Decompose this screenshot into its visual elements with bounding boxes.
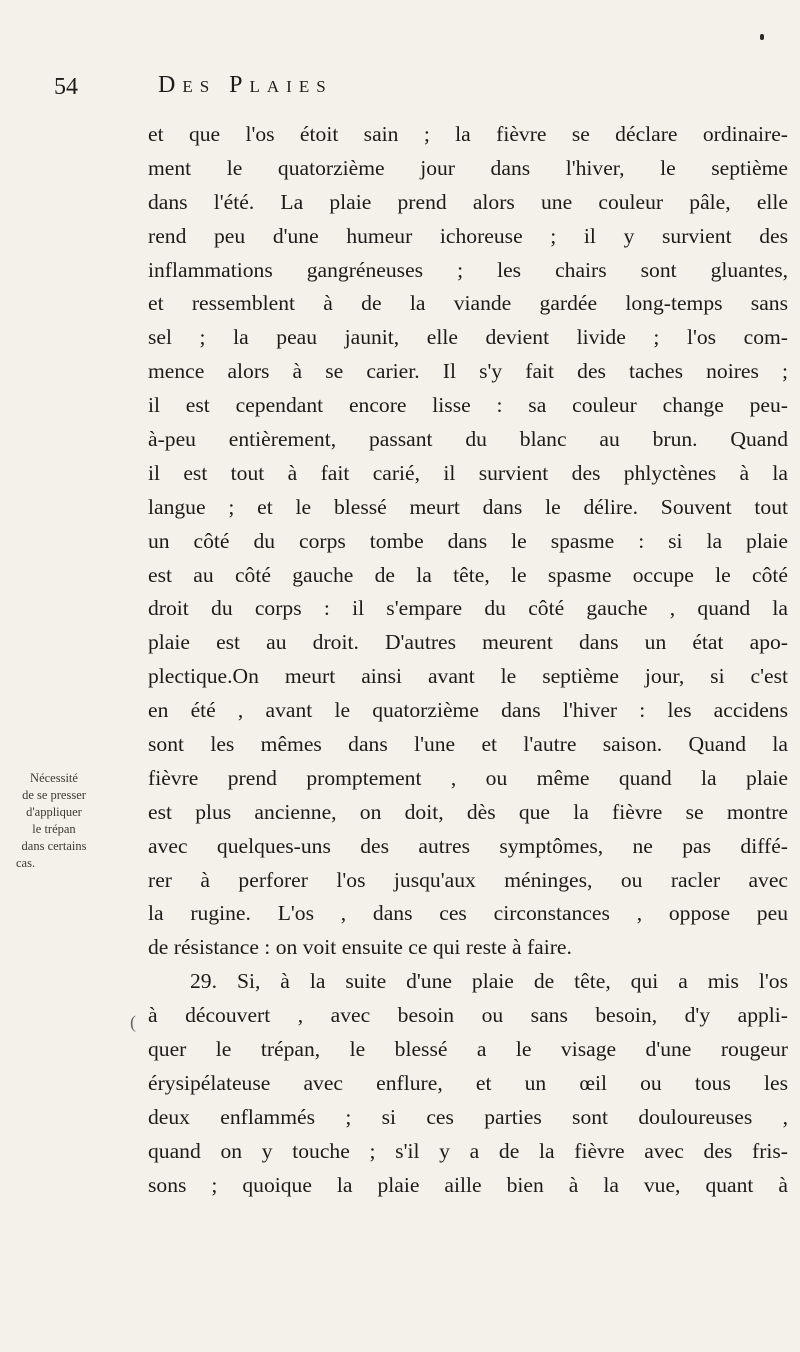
text-line: sel ; la peau jaunit, elle devient livide ; l'os com-	[148, 325, 788, 350]
text-line: un côté du corps tombe dans le spasme : si la plaie	[148, 528, 788, 553]
text-line: droit du corps : il s'empare du côté gauche , quand la	[148, 596, 788, 621]
text-line: quer le trépan, le blessé a le visage d'une rougeur	[148, 1037, 788, 1062]
running-title: Des Plaies	[158, 72, 333, 98]
text-line: plaie est au droit. D'autres meurent dans un état apo-	[148, 630, 788, 655]
ink-speck	[760, 34, 764, 40]
text-line: 29. Si, à la suite d'une plaie de tête, qui a mis l'os	[190, 969, 788, 994]
text-line: est au côté gauche de la tête, le spasme occupe le côté	[148, 562, 788, 587]
margin-note-line: le trépan	[32, 822, 76, 836]
text-line: fièvre prend promptement , ou même quand la plaie	[148, 765, 788, 790]
text-line: à découvert , avec besoin ou sans besoin, d'y appli-	[148, 1003, 788, 1028]
margin-note-line: d'appliquer	[26, 805, 82, 819]
text-line: mence alors à se carier. Il s'y fait des taches noires ;	[148, 359, 788, 384]
text-line: ment le quatorzième jour dans l'hiver, le septième	[148, 155, 788, 180]
text-line: et ressemblent à de la viande gardée long-temps sans	[148, 291, 788, 316]
text-line: la rugine. L'os , dans ces circonstances , oppose peu	[148, 901, 788, 926]
text-line: rend peu d'une humeur ichoreuse ; il y survient des	[148, 223, 788, 248]
text-line: langue ; et le blessé meurt dans le délire. Souvent tout	[148, 494, 788, 519]
stray-mark: (	[130, 1012, 136, 1032]
text-line: quand on y touche ; s'il y a de la fièvre avec des fris-	[148, 1138, 788, 1163]
text-line: plectique.On meurt ainsi avant le septième jour, si c'est	[148, 664, 788, 689]
text-line: deux enflammés ; si ces parties sont douloureuses ,	[148, 1104, 788, 1129]
text-line: et que l'os étoit sain ; la fièvre se déclare ordinaire-	[148, 122, 788, 146]
text-line: inflammations gangréneuses ; les chairs sont gluantes,	[148, 257, 788, 282]
margin-note-line: de se presser	[22, 788, 86, 802]
body-text	[148, 118, 788, 1203]
margin-note-line: cas.	[16, 856, 36, 870]
text-line: il est tout à fait carié, il survient des phlyctènes à la	[148, 460, 788, 485]
page-header	[54, 66, 614, 106]
text-line: de résistance : on voit ensuite ce qui reste à faire.	[148, 935, 572, 960]
text-line: il est cependant encore lisse : sa couleur change peu-	[148, 393, 788, 418]
margin-note	[6, 770, 102, 872]
text-line: est plus ancienne, on doit, dès que la fièvre se montre	[148, 799, 788, 824]
text-line: rer à perforer l'os jusqu'aux méninges, ou racler avec	[148, 867, 788, 892]
text-line: sont les mêmes dans l'une et l'autre saison. Quand la	[148, 732, 788, 757]
text-line: en été , avant le quatorzième dans l'hiver : les accidens	[148, 698, 788, 723]
margin-note-line: dans certains	[21, 839, 87, 853]
page-number: 54	[54, 74, 78, 100]
text-line: sons ; quoique la plaie aille bien à la vue, quant à	[148, 1172, 788, 1197]
text-line: à-peu entièrement, passant du blanc au brun. Quand	[148, 427, 788, 452]
margin-note-line: Nécessité	[30, 771, 78, 785]
text-line: dans l'été. La plaie prend alors une couleur pâle, elle	[148, 189, 788, 214]
text-line: érysipélateuse avec enflure, et un œil ou tous les	[148, 1070, 788, 1095]
text-line: avec quelques-uns des autres symptômes, ne pas diffé-	[148, 833, 788, 858]
